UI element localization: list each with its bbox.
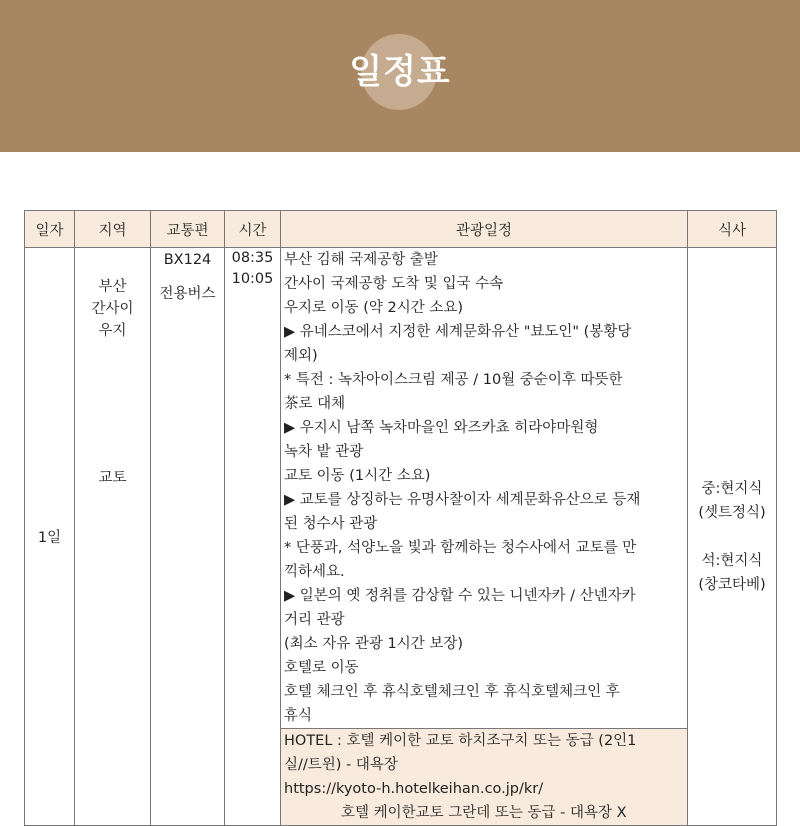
col-header-date: 일자 xyxy=(25,211,75,248)
itinerary-line: 휴식 xyxy=(284,708,313,724)
itinerary-line: 거리 관광 xyxy=(284,612,345,628)
header-banner xyxy=(0,0,800,152)
region-name: 우지 xyxy=(98,323,127,339)
itinerary-line: 된 청수사 관광 xyxy=(284,516,378,532)
itinerary-line: ▶ 교토를 상징하는 유명사찰이자 세계문화유산으로 등재 xyxy=(284,492,641,508)
itinerary-line: 교토 이동 (1시간 소요) xyxy=(284,468,431,484)
itinerary-line: ▶ 우지시 남쪽 녹차마을인 와즈카쵸 히라야마원형 xyxy=(284,420,599,436)
col-header-time: 시간 xyxy=(225,211,281,248)
flight-number: BX124 xyxy=(163,252,212,268)
itinerary-line: 간사이 국제공항 도착 및 입국 수속 xyxy=(284,276,504,292)
itinerary-line: 호텔로 이동 xyxy=(284,660,359,676)
itinerary-line: 茶로 대체 xyxy=(284,396,346,412)
time-cell xyxy=(225,248,281,826)
arrival-time: 10:05 xyxy=(231,271,274,287)
table-row xyxy=(25,248,777,729)
page-title: 일정표 xyxy=(349,52,451,92)
itinerary-line: ▶ 일본의 옛 정취를 감상할 수 있는 니넨자카 / 산넨자카 xyxy=(284,588,636,604)
itinerary-table xyxy=(24,210,777,826)
itinerary-cell xyxy=(281,248,688,729)
hotel-cell xyxy=(281,729,688,826)
transport-cell xyxy=(151,248,225,826)
region-name: 부산 xyxy=(98,279,127,295)
lunch-detail: (셋트정식) xyxy=(698,504,766,521)
col-header-meals: 식사 xyxy=(688,211,777,248)
col-header-region: 지역 xyxy=(75,211,151,248)
region-top xyxy=(75,248,150,342)
hotel-line: 실//트윈) - 대욕장 xyxy=(284,757,398,773)
region-name: 교토 xyxy=(98,470,127,486)
itinerary-line: 부산 김해 국제공항 출발 xyxy=(284,252,438,268)
meal-cell xyxy=(688,248,777,826)
hotel-line: 호텔 케이한교토 그란데 또는 동급 - 대욕장 X xyxy=(341,805,627,821)
region-cell xyxy=(75,248,151,826)
itinerary-line: 녹차 밭 관광 xyxy=(284,444,364,460)
hotel-line: HOTEL : 호텔 케이한 교토 하치조구치 또는 동급 (2인1 xyxy=(284,733,637,749)
dinner-label: 석:현지식 xyxy=(701,552,763,569)
day-cell: 1일 xyxy=(25,248,75,826)
itinerary-line: (최소 자유 관광 1시간 보장) xyxy=(284,636,464,652)
itinerary-line: 우지로 이동 (약 2시간 소요) xyxy=(284,300,464,316)
col-header-transport: 교통편 xyxy=(151,211,225,248)
itinerary-line: * 단풍과, 석양노을 빛과 함께하는 청수사에서 교토를 만 xyxy=(284,540,637,556)
table-header-row xyxy=(25,211,777,248)
hotel-url[interactable]: https://kyoto-h.hotelkeihan.co.jp/kr/ xyxy=(284,781,544,797)
bus-label: 전용버스 xyxy=(159,286,216,302)
itinerary-line: * 특전 : 녹차아이스크림 제공 / 10월 중순이후 따뜻한 xyxy=(284,372,623,388)
region-name: 간사이 xyxy=(91,301,134,317)
itinerary-line: 호텔 체크인 후 휴식호텔체크인 후 휴식호텔체크인 후 xyxy=(284,684,620,700)
lunch-label: 중:현지식 xyxy=(701,480,763,497)
dinner-detail: (창코타베) xyxy=(698,576,766,593)
itinerary-line: 끽하세요. xyxy=(284,564,345,580)
itinerary-line: ▶ 유네스코에서 지정한 세계문화유산 "뵤도인" (봉황당 xyxy=(284,324,632,340)
departure-time: 08:35 xyxy=(231,250,274,266)
itinerary-line: 제외) xyxy=(284,348,318,364)
col-header-itinerary: 관광일정 xyxy=(281,211,688,248)
